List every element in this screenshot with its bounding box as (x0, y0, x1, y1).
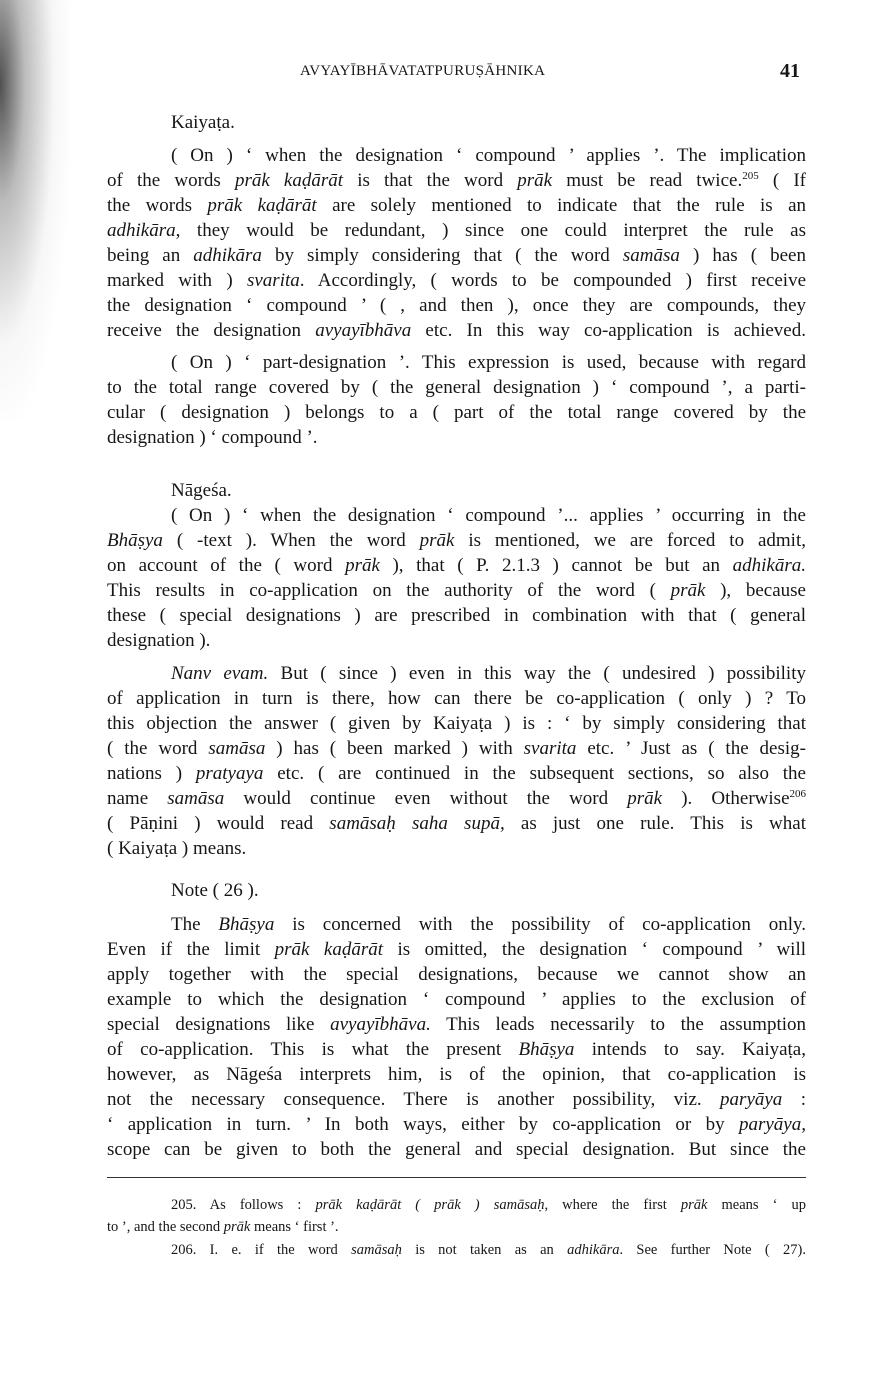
text-run: receive the designation (107, 320, 316, 341)
text-run: would continue even without the word (224, 788, 628, 809)
italic-term: prāk (670, 580, 706, 601)
text-run: ( Pāṇini ) would read (107, 813, 330, 834)
text-run: must be read twice. (552, 170, 743, 191)
italic-term: adhikāra (567, 1242, 620, 1258)
text-run: designation ) ‘ compound ’. (107, 427, 318, 448)
text-line (107, 1087, 806, 1112)
text-run: ) has ( been marked ) with (265, 738, 524, 759)
paragraph (107, 350, 806, 450)
text-line (107, 1012, 806, 1037)
text-run: of co-application. This is what the present (107, 1039, 519, 1060)
italic-term: avyayībhāva. (330, 1014, 431, 1035)
text-run: are solely mentioned to indicate that the rule is an (316, 195, 806, 216)
text-run: as just one rule. This is what (504, 813, 806, 834)
text-line (107, 553, 806, 578)
text-run: scope can be given to both the general and special designation. But since the (107, 1139, 806, 1160)
scan-shadow (0, 0, 70, 420)
text-line (107, 603, 806, 628)
text-line (107, 1037, 806, 1062)
text-line (107, 425, 806, 450)
text-run: . Accordingly, ( words to be compounded ) first receive (299, 270, 806, 291)
text-line (107, 318, 806, 343)
text-run: ‘ application in turn. ’ In both ways, either by co-application or by (107, 1114, 739, 1135)
text-run: is mentioned, we are forced to admit, (454, 530, 806, 551)
text-run: , they would be redundant, ) since one could interpret the rule as (175, 220, 806, 241)
text-run: ), because (705, 580, 806, 601)
text-line (107, 1194, 806, 1216)
text-run: , where the first (544, 1197, 681, 1213)
text-run: of application in turn is there, how can there be co-application ( only ) ? To (107, 688, 806, 709)
footnote-ref: 205 (742, 170, 759, 182)
footnote-ref: 206 (789, 788, 807, 800)
italic-term: samāsaḥ saha supā, (329, 813, 505, 834)
italic-term: samāsa (622, 245, 680, 266)
text-line (107, 736, 806, 761)
italic-term: prāk (517, 170, 553, 191)
italic-term: svarita (246, 270, 300, 291)
text-run: of the words (107, 170, 235, 191)
text-run: is omitted, the designation ‘ compound ’ will (383, 939, 807, 960)
text-run: to the total range covered by ( the general designation ) ‘ compound ’, a parti- (107, 377, 806, 398)
italic-term: prāk kaḍārāt (274, 939, 384, 960)
text-run: ( On ) ‘ part-designation ’. This expression is used, because with regard (171, 352, 806, 373)
text-line (107, 711, 806, 736)
text-run: ), that ( P. 2.1.3 ) cannot be but an (379, 555, 733, 576)
italic-term: Bhāṣya (107, 530, 163, 551)
paragraph (107, 912, 806, 1162)
text-line (107, 350, 806, 375)
text-line (107, 400, 806, 425)
page-number: 41 (780, 60, 800, 82)
text-run: these ( special designations ) are prescribed in combination with that ( general (107, 605, 806, 626)
italic-term: paryāya, (738, 1114, 806, 1135)
text-run: cular ( designation ) belongs to a ( part of the total range covered by the (107, 402, 806, 423)
italic-term: prāk (345, 555, 380, 576)
italic-term: prāk kaḍārāt ( prāk ) samāsaḥ (315, 1197, 545, 1213)
text-line (107, 168, 806, 193)
text-run: designation ). (107, 630, 211, 651)
text-run: means ‘ first ’. (250, 1219, 339, 1235)
text-run: apply together with the special designations, because we cannot show an (107, 964, 806, 985)
text-run: however, as Nāgeśa interprets him, is of the opinion, that co-application is (107, 1064, 806, 1085)
footnote-divider (107, 1177, 806, 1178)
text-run: is that the word (343, 170, 518, 191)
heading-nagesa: Nāgeśa. (171, 480, 232, 501)
paragraph (107, 503, 806, 653)
text-line (107, 268, 806, 293)
text-run: Even if the limit (107, 939, 275, 960)
text-run: not the necessary consequence. There is another possibility, viz. (107, 1089, 721, 1110)
text-run: ( On ) ‘ when the designation ‘ compound ’ applies ’. The implication (171, 145, 806, 166)
text-run: 206. I. e. if the word (171, 1242, 352, 1258)
text-run: special designations like (107, 1014, 331, 1035)
paragraph (107, 661, 806, 861)
text-run: the designation ‘ compound ’ ( , and then ), once they are compounds, they (107, 295, 806, 316)
text-line (107, 293, 806, 318)
text-line (107, 1137, 806, 1162)
italic-term: Bhāṣya (218, 914, 275, 935)
italic-term: prāk (680, 1197, 708, 1213)
text-run: etc. ( are continued in the subsequent sections, so also the (263, 763, 806, 784)
text-line (107, 786, 806, 811)
text-run: is not taken as an (401, 1242, 568, 1258)
italic-term: svarita (523, 738, 577, 759)
text-run: ( Kaiyaṭa ) means. (107, 838, 247, 859)
text-line (107, 761, 806, 786)
text-run: intends to say. Kaiyaṭa, (574, 1039, 806, 1060)
text-line (107, 503, 806, 528)
text-run: ( On ) ‘ when the designation ‘ compound ’... applies ’ occurring in the (171, 505, 806, 526)
text-line (107, 243, 806, 268)
italic-term: samāsa (167, 788, 225, 809)
italic-term: samāsa (208, 738, 266, 759)
italic-term: samāsaḥ (351, 1242, 402, 1258)
italic-term: Bhāṣya (518, 1039, 575, 1060)
text-line (107, 987, 806, 1012)
text-run: ( -text ). When the word (162, 530, 420, 551)
text-line (107, 836, 806, 861)
text-run: marked with ) (107, 270, 247, 291)
text-line (107, 962, 806, 987)
text-line (107, 912, 806, 937)
italic-term: prāk (223, 1219, 251, 1235)
text-run: : (782, 1089, 806, 1110)
text-run: is concerned with the possibility of co-application only. (274, 914, 807, 935)
text-run: example to which the designation ‘ compound ’ applies to the exclusion of (107, 989, 806, 1010)
text-line (107, 578, 806, 603)
text-run: this objection the answer ( given by Kaiyaṭa ) is : ‘ by simply considering that (107, 713, 806, 734)
text-line (107, 193, 806, 218)
text-run: the words (107, 195, 208, 216)
text-line (107, 218, 806, 243)
text-run: 205. As follows : (171, 1197, 316, 1213)
text-line (107, 1062, 806, 1087)
italic-term: paryāya (720, 1089, 783, 1110)
italic-term: prāk kaḍārāt (234, 170, 344, 191)
text-line (107, 1216, 806, 1238)
text-line (107, 628, 806, 653)
text-run: This leads necessarily to the assumption (430, 1014, 806, 1035)
footnote-206 (107, 1239, 806, 1261)
text-run: nations ) (107, 763, 196, 784)
text-run: on account of the ( word (107, 555, 346, 576)
text-run: ) has ( been (679, 245, 806, 266)
text-run: The (171, 914, 219, 935)
text-line (107, 528, 806, 553)
text-run: etc. In this way co-application is achieved. (411, 320, 806, 341)
italic-term: pratyaya (195, 763, 264, 784)
text-run: name (107, 788, 168, 809)
text-run: to ’, and the second (107, 1219, 224, 1235)
heading-kaiyata: Kaiyaṭa. (171, 112, 235, 133)
heading-note: Note ( 26 ). (171, 880, 259, 901)
italic-term: Nanv evam. (171, 663, 269, 684)
text-line (107, 375, 806, 400)
text-line (107, 661, 806, 686)
text-line (107, 1112, 806, 1137)
running-title: AVYAYĪBHĀVATATPURUṢĀHNIKA (300, 63, 546, 79)
text-run: ( the word (107, 738, 209, 759)
text-line (107, 686, 806, 711)
italic-term: avyayībhāva (315, 320, 412, 341)
text-run: This results in co-application on the authority of the word ( (107, 580, 671, 601)
italic-term: adhikāra. (732, 555, 806, 576)
text-line (107, 1239, 806, 1261)
italic-term: adhikāra (107, 220, 176, 241)
italic-term: adhikāra (193, 245, 262, 266)
text-run: But ( since ) even in this way the ( undesired ) possibility (268, 663, 806, 684)
paragraph (107, 143, 806, 343)
text-run: by simply considering that ( the word (261, 245, 623, 266)
text-line (107, 937, 806, 962)
text-run: ). Otherwise (662, 788, 790, 809)
text-run: means ‘ up (707, 1197, 806, 1213)
footnote-205 (107, 1194, 806, 1238)
text-line (107, 143, 806, 168)
text-run: ( If (758, 170, 806, 191)
text-run: . See further Note ( 27). (619, 1242, 806, 1258)
italic-term: prāk kaḍārāt (207, 195, 317, 216)
italic-term: prāk (419, 530, 455, 551)
text-line (107, 811, 806, 836)
text-run: being an (107, 245, 194, 266)
text-run: etc. ’ Just as ( the desig- (576, 738, 806, 759)
italic-term: prāk (627, 788, 663, 809)
